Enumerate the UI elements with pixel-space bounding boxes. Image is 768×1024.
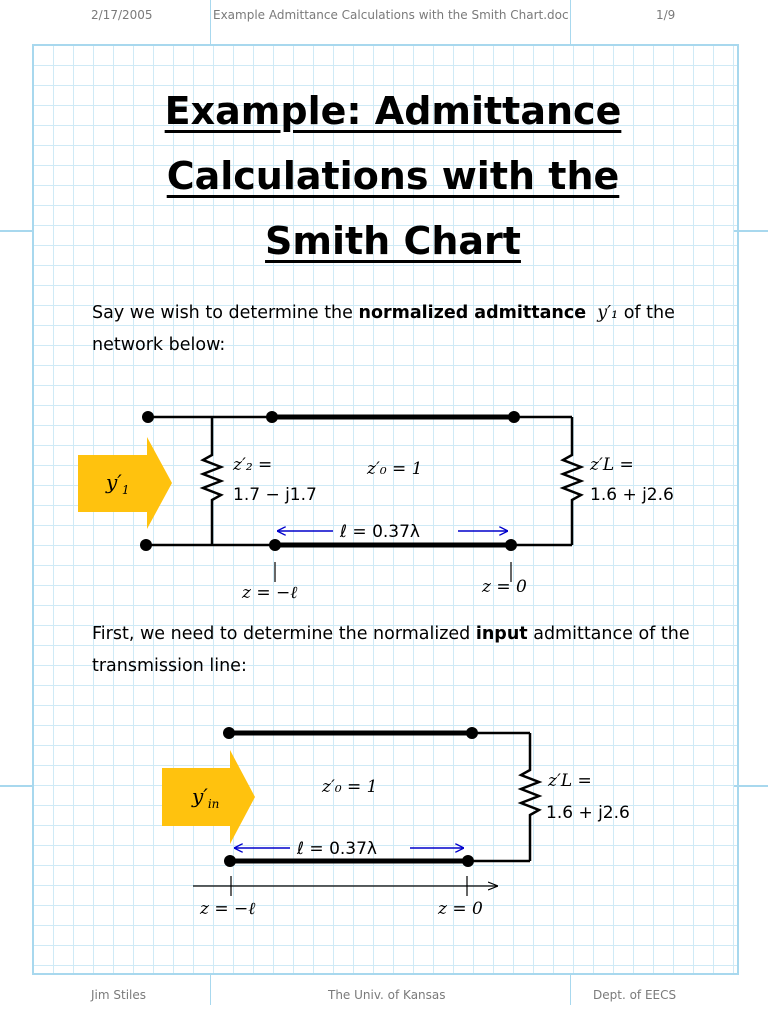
z0-label: z′₀ = 1 <box>322 777 378 797</box>
terminal-dot <box>140 539 152 551</box>
z2-label: z′₂ = <box>233 455 273 475</box>
intro-symbol: y′₁ <box>597 303 619 323</box>
input-admittance-label: $y'_{in}$ <box>192 784 220 811</box>
zl-label: z′L = <box>590 455 634 475</box>
header-divider <box>210 0 211 44</box>
load-resistor <box>521 733 539 861</box>
header-doc-name: Example Admittance Calculations with the Smith Chart.doc <box>213 8 569 22</box>
terminal-dot <box>142 411 154 423</box>
line-end-dot <box>224 855 236 867</box>
header-divider <box>570 0 571 44</box>
page-footer <box>0 980 768 1006</box>
intro-paragraph <box>92 297 712 361</box>
length-label: ℓ = 0.37λ <box>297 839 377 859</box>
footer-university: The Univ. of Kansas <box>328 988 446 1002</box>
line-end-dot <box>223 727 235 739</box>
margin-tick <box>0 230 34 232</box>
right-position-label: z = 0 <box>482 577 527 597</box>
input-admittance-label: $y'_1$ <box>106 470 130 497</box>
zl-value: 1.6 + j2.6 <box>546 803 630 823</box>
zl-value: 1.6 + j2.6 <box>590 485 674 505</box>
footer-author: Jim Stiles <box>91 988 147 1002</box>
input-text-pre: First, we need to determine the normalized <box>92 624 476 644</box>
line-end-dot <box>269 539 281 551</box>
input-paragraph <box>92 618 712 682</box>
header-page: 1/9 <box>656 8 676 22</box>
transmission-line-diagram <box>0 715 768 930</box>
page-title-line-1: Example: Admittance <box>164 89 622 133</box>
line-end-dot <box>508 411 520 423</box>
line-end-dot <box>266 411 278 423</box>
shunt-resistor <box>203 417 221 545</box>
network-diagram <box>0 395 768 610</box>
zl-label: z′L = <box>548 771 592 791</box>
line-end-dot <box>466 727 478 739</box>
page-header <box>0 0 768 26</box>
length-label: ℓ = 0.37λ <box>340 522 420 542</box>
input-text-post: admittance of the transmission line: <box>92 624 690 676</box>
left-position-label: z = −ℓ <box>200 899 256 919</box>
input-bold-term: input <box>475 624 528 644</box>
intro-text-post: of the network below: <box>92 303 675 355</box>
footer-dept: Dept. of EECS <box>593 988 677 1002</box>
load-resistor <box>563 417 581 545</box>
z0-label: z′₀ = 1 <box>367 459 423 479</box>
line-end-dot <box>462 855 474 867</box>
left-position-label: z = −ℓ <box>242 583 298 603</box>
z2-value: 1.7 − j1.7 <box>233 485 317 505</box>
intro-bold-term: normalized admittance <box>358 303 587 323</box>
page-title-line-3: Smith Chart <box>265 219 521 263</box>
page-title-line-2: Calculations with the <box>166 154 620 198</box>
line-end-dot <box>505 539 517 551</box>
header-date: 2/17/2005 <box>91 8 153 22</box>
intro-text-pre: Say we wish to determine the <box>92 303 359 323</box>
right-position-label: z = 0 <box>438 899 483 919</box>
